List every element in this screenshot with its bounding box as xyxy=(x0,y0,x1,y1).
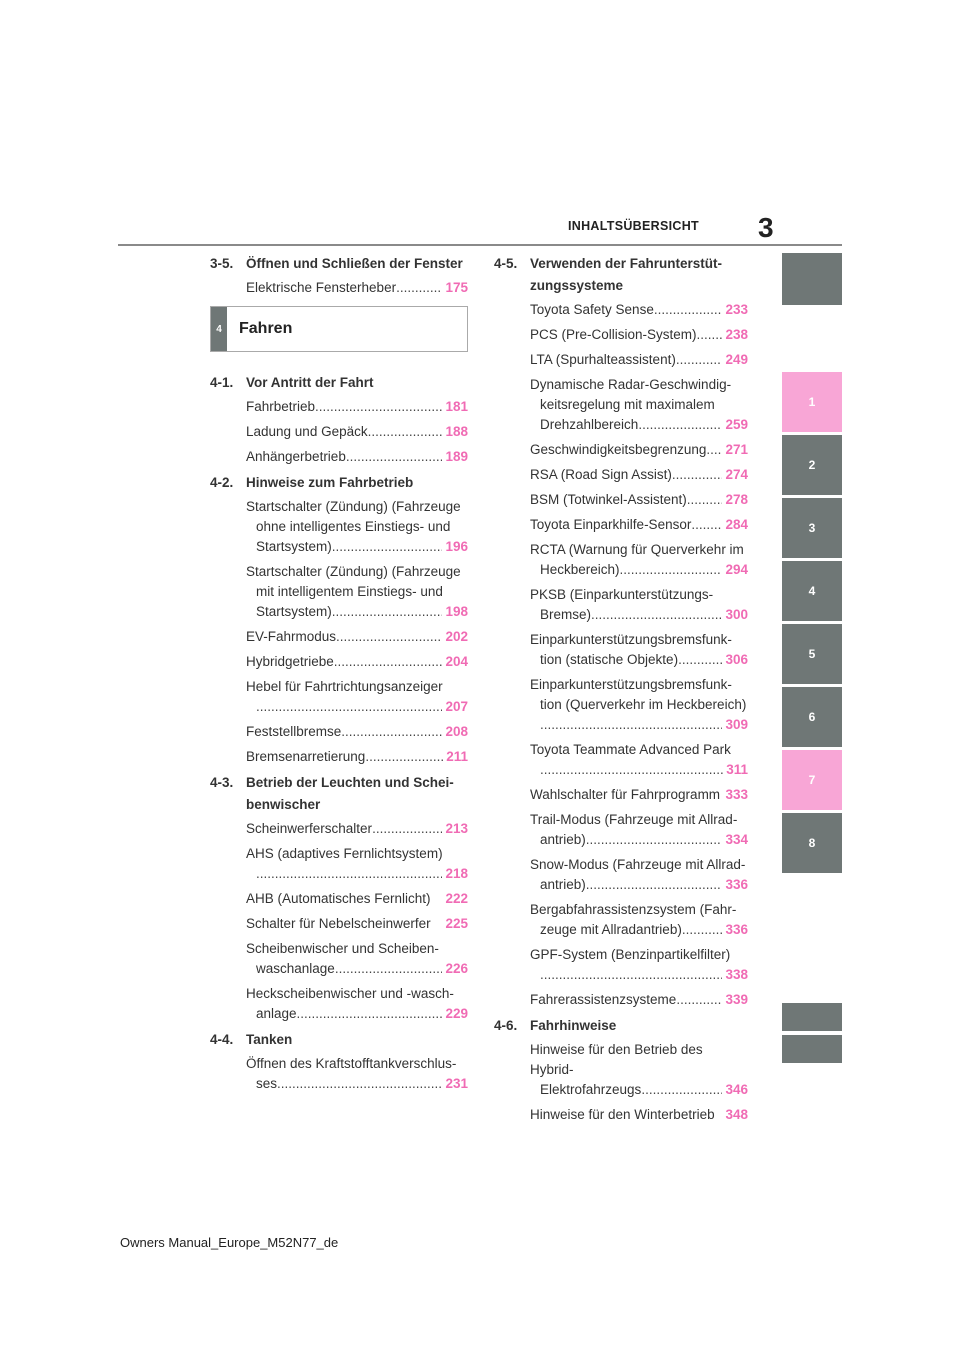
page-link[interactable]: 271 xyxy=(725,442,748,457)
page-link[interactable]: 229 xyxy=(445,1006,468,1021)
page-link[interactable]: 309 xyxy=(725,717,748,732)
toc-entry[interactable]: Anhängerbetrieb ..... 189 xyxy=(246,447,468,467)
page-link[interactable]: 259 xyxy=(725,417,748,432)
page-link[interactable]: 198 xyxy=(445,604,468,619)
toc-entry[interactable]: Scheinwerferschalter ..... 213 xyxy=(246,819,468,839)
page-link[interactable]: 336 xyxy=(725,877,748,892)
toc-entry[interactable]: Feststellbremse ..... 208 xyxy=(246,722,468,742)
toc-entry[interactable]: Hebel für Fahrtrichtungsanzeiger ..... 207 xyxy=(246,677,468,717)
side-tab-blank[interactable] xyxy=(782,253,842,305)
page-link[interactable]: 207 xyxy=(445,699,468,714)
side-tab-3[interactable]: 3 xyxy=(782,498,842,558)
toc-entry[interactable]: Elektrische Fensterheber ..... 175 xyxy=(246,278,468,298)
page-link[interactable]: 306 xyxy=(725,652,748,667)
toc-entry[interactable]: Dynamische Radar-Geschwindig- keitsregelung mit maximalem Drehzahlbereich ..... 259 xyxy=(530,375,748,435)
page-link[interactable]: 336 xyxy=(725,922,748,937)
section-heading: 4-3. Betrieb der Leuchten und Schei- benwischer xyxy=(210,775,454,812)
toc-entry[interactable]: Toyota Safety Sense ..... 233 xyxy=(530,300,748,320)
section-heading: 4-5. Verwenden der Fahrunterstüt- zungssysteme xyxy=(494,256,723,293)
page-link[interactable]: 189 xyxy=(445,449,468,464)
toc-entry[interactable]: Hybridgetriebe ..... 204 xyxy=(246,652,468,672)
page-link[interactable]: 213 xyxy=(445,821,468,836)
page-link[interactable]: 348 xyxy=(725,1107,748,1122)
page-link[interactable]: 233 xyxy=(725,302,748,317)
toc-entry[interactable]: Startschalter (Zündung) (Fahrzeuge mit intelligentem Einstiegs- und Startsystem) ..... 198 xyxy=(246,562,468,622)
page-link[interactable]: 338 xyxy=(725,967,748,982)
toc-entry[interactable]: Snow-Modus (Fahrzeuge mit Allrad- antrieb) ..... 336 xyxy=(530,855,748,895)
toc-entry[interactable]: Hinweise für den Winterbetrieb 348 xyxy=(530,1105,748,1125)
page-link[interactable]: 294 xyxy=(725,562,748,577)
toc-entry[interactable]: AHB (Automatisches Fernlicht) 222 xyxy=(246,889,468,909)
toc-entry[interactable]: PCS (Pre-Collision-System) ..... 238 xyxy=(530,325,748,345)
section-heading: 4-1. Vor Antritt der Fahrt xyxy=(210,375,374,390)
header-rule xyxy=(118,244,842,246)
chapter-number-tab: 4 xyxy=(211,307,227,351)
section-heading: 4-2. Hinweise zum Fahrbetrieb xyxy=(210,475,414,490)
toc-entry[interactable]: Wahlschalter für Fahrprogramm 333 xyxy=(530,785,748,805)
page-link[interactable]: 339 xyxy=(725,992,748,1007)
page-link[interactable]: 225 xyxy=(445,916,468,931)
page-link[interactable]: 211 xyxy=(446,749,468,764)
side-tab-5[interactable]: 5 xyxy=(782,624,842,684)
section-heading: 4-4. Tanken xyxy=(210,1032,293,1047)
toc-left-column xyxy=(210,253,468,1099)
page-link[interactable]: 181 xyxy=(445,399,468,414)
toc-entry[interactable]: Einparkunterstützungsbremsfunk- tion (statische Objekte) ..... 306 xyxy=(530,630,748,670)
toc-entry[interactable]: Einparkunterstützungsbremsfunk- tion (Querverkehr im Heckbereich) ..... 309 xyxy=(530,675,748,735)
page-link[interactable]: 334 xyxy=(725,832,748,847)
toc-entry[interactable]: Trail-Modus (Fahrzeuge mit Allrad- antrieb) ..... 334 xyxy=(530,810,748,850)
side-tab-index-b[interactable] xyxy=(782,1035,842,1063)
toc-entry[interactable]: Hinweise für den Betrieb des Hybrid- Elektrofahrzeugs ..... 346 xyxy=(530,1040,748,1100)
chapter-heading-box xyxy=(210,306,468,352)
side-tab-2[interactable]: 2 xyxy=(782,435,842,495)
page-link[interactable]: 204 xyxy=(445,654,468,669)
section-heading: 4-6. Fahrhinweise xyxy=(494,1018,617,1033)
toc-entry[interactable]: Scheibenwischer und Scheiben- waschanlage ..... 226 xyxy=(246,939,468,979)
page-link[interactable]: 333 xyxy=(725,787,748,802)
toc-entry[interactable]: Fahrbetrieb ..... 181 xyxy=(246,397,468,417)
header-title: INHALTSÜBERSICHT xyxy=(568,219,699,233)
page-link[interactable]: 346 xyxy=(725,1082,748,1097)
side-tab-7[interactable]: 7 xyxy=(782,750,842,810)
chapter-title: Fahren xyxy=(239,320,293,337)
page-link[interactable]: 202 xyxy=(445,629,468,644)
page-number: 3 xyxy=(758,212,774,243)
toc-right-column xyxy=(494,253,748,1130)
side-tab-8[interactable]: 8 xyxy=(782,813,842,873)
toc-entry[interactable]: Bergabfahrassistenzsystem (Fahr- zeuge mit Allradantrieb) ..... 336 xyxy=(530,900,748,940)
toc-entry[interactable]: EV-Fahrmodus ..... 202 xyxy=(246,627,468,647)
toc-entry[interactable]: Geschwindigkeitsbegrenzung ..... 271 xyxy=(530,440,748,460)
page-link[interactable]: 238 xyxy=(725,327,748,342)
page-link[interactable]: 300 xyxy=(725,607,748,622)
toc-entry[interactable]: Heckscheibenwischer und -wasch- anlage ..... 229 xyxy=(246,984,468,1024)
page-link[interactable]: 175 xyxy=(445,280,468,295)
toc-entry[interactable]: Toyota Teammate Advanced Park ..... 311 xyxy=(530,740,748,780)
toc-entry[interactable]: Bremsenarretierung ..... 211 xyxy=(246,747,468,767)
toc-entry[interactable]: Öffnen des Kraftstofftankverschlus- ses ..... 231 xyxy=(246,1054,468,1094)
toc-entry[interactable]: PKSB (Einparkunterstützungs- Bremse) ..... 300 xyxy=(530,585,748,625)
page-link[interactable]: 284 xyxy=(725,517,748,532)
toc-entry[interactable]: BSM (Totwinkel-Assistent) ..... 278 xyxy=(530,490,748,510)
toc-entry[interactable]: Fahrerassistenzsysteme ..... 339 xyxy=(530,990,748,1010)
section-heading: 3-5. Öffnen und Schließen der Fenster xyxy=(210,256,463,271)
toc-entry[interactable]: LTA (Spurhalteassistent) ..... 249 xyxy=(530,350,748,370)
toc-entry[interactable]: GPF-System (Benzinpartikelfilter) ..... 338 xyxy=(530,945,748,985)
page-link[interactable]: 311 xyxy=(726,762,748,777)
toc-entry[interactable]: AHS (adaptives Fernlichtsystem) ..... 218 xyxy=(246,844,468,884)
side-tab-1[interactable]: 1 xyxy=(782,372,842,432)
page-link[interactable]: 196 xyxy=(445,539,468,554)
page-link[interactable]: 208 xyxy=(445,724,468,739)
page-link[interactable]: 218 xyxy=(445,866,468,881)
toc-entry[interactable]: Toyota Einparkhilfe-Sensor ..... 284 xyxy=(530,515,748,535)
page-link[interactable]: 188 xyxy=(445,424,468,439)
toc-entry[interactable]: Schalter für Nebelscheinwerfer 225 xyxy=(246,914,468,934)
toc-entry[interactable]: RCTA (Warnung für Querverkehr im Heckbereich) ..... 294 xyxy=(530,540,748,580)
side-tab-6[interactable]: 6 xyxy=(782,687,842,747)
page-link[interactable]: 226 xyxy=(445,961,468,976)
side-tab-index-a[interactable] xyxy=(782,1003,842,1031)
page-link[interactable]: 278 xyxy=(725,492,748,507)
page-link[interactable]: 249 xyxy=(725,352,748,367)
page-link[interactable]: 274 xyxy=(725,467,748,482)
toc-entry[interactable]: Ladung und Gepäck ..... 188 xyxy=(246,422,468,442)
toc-entry[interactable]: RSA (Road Sign Assist) ..... 274 xyxy=(530,465,748,485)
footer-text: Owners Manual_Europe_M52N77_de xyxy=(120,1235,339,1250)
page-link[interactable]: 231 xyxy=(445,1076,468,1091)
page-link[interactable]: 222 xyxy=(445,891,468,906)
toc-entry[interactable]: Startschalter (Zündung) (Fahrzeuge ohne intelligentes Einstiegs- und Startsystem) ..... 196 xyxy=(246,497,468,557)
side-tab-4[interactable]: 4 xyxy=(782,561,842,621)
